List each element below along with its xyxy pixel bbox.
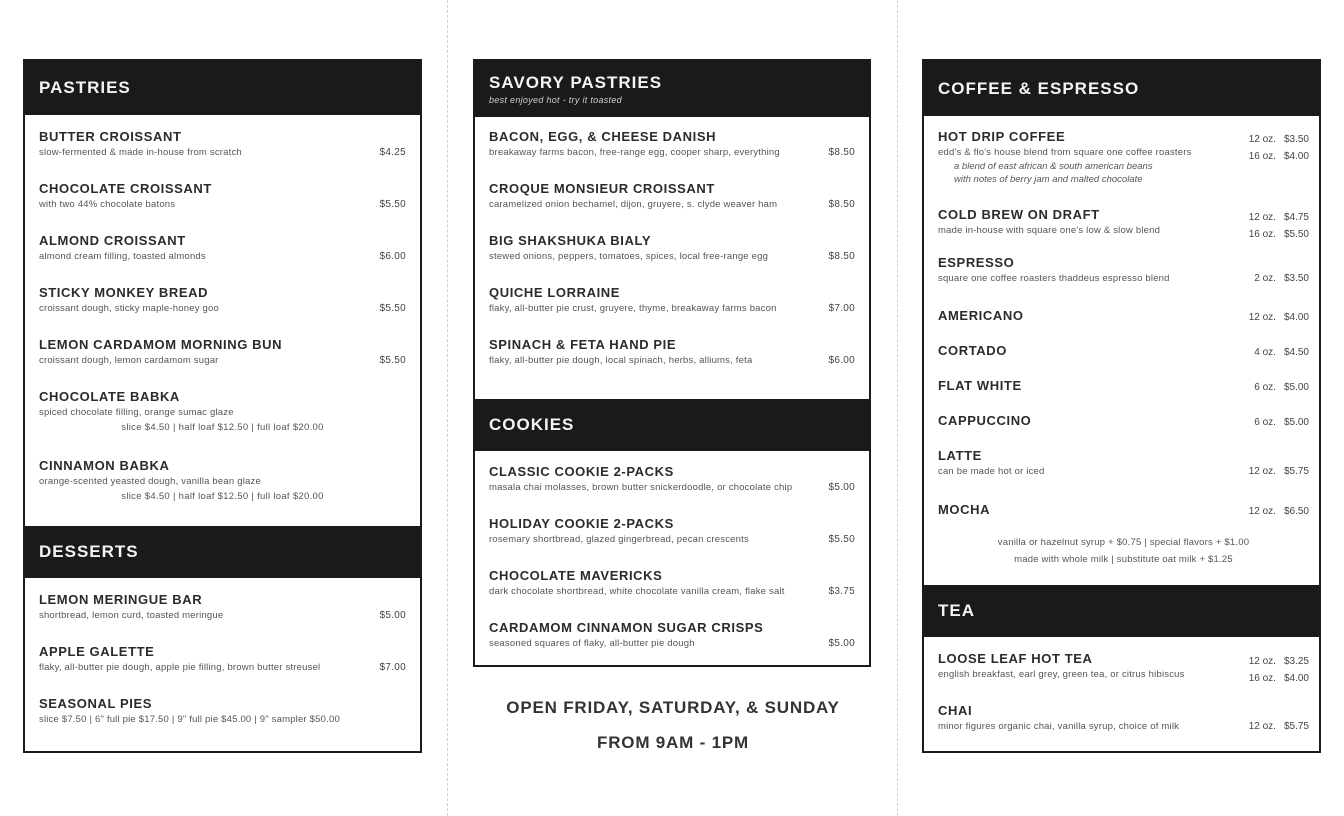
menu-item-babka xyxy=(39,458,406,526)
section-subtitle: best enjoyed hot - try it toasted xyxy=(489,95,622,105)
item-name: CARDAMOM CINNAMON SUGAR CRISPS xyxy=(489,620,764,635)
tea-header xyxy=(924,585,1319,637)
item-desc: stewed onions, peppers, tomatoes, spices, local free-range egg xyxy=(489,251,769,262)
menu-item xyxy=(938,207,1309,255)
item-desc: almond cream filling, toasted almonds xyxy=(39,251,206,262)
item-price: $4.00 xyxy=(1283,312,1309,323)
item-name: QUICHE LORRAINE xyxy=(489,285,621,300)
item-size: 12 oz. xyxy=(1248,134,1276,145)
item-desc: masala chai molasses, brown butter snickerdoodle, or chocolate chip xyxy=(489,482,793,493)
menu-item xyxy=(489,620,855,660)
item-size: 12 oz. xyxy=(1248,466,1276,477)
item-price: $5.00 xyxy=(379,610,406,621)
pastries-list xyxy=(25,115,420,526)
item-price: $5.50 xyxy=(379,199,406,210)
hours-line-1: OPEN FRIDAY, SATURDAY, & SUNDAY xyxy=(506,698,840,717)
item-name: BUTTER CROISSANT xyxy=(39,129,182,144)
item-desc: with two 44% chocolate batons xyxy=(39,199,176,210)
item-size: 6 oz. xyxy=(1254,382,1276,393)
desserts-list xyxy=(25,578,420,742)
item-size: 12 oz. xyxy=(1248,506,1276,517)
item-name: CHOCOLATE MAVERICKS xyxy=(489,568,663,583)
menu-item xyxy=(489,516,855,568)
menu-item xyxy=(938,448,1309,502)
menu-item xyxy=(489,129,855,181)
item-name: MOCHA xyxy=(938,502,991,517)
item-name: BACON, EGG, & CHEESE DANISH xyxy=(489,129,717,144)
item-desc: croissant dough, lemon cardamom sugar xyxy=(39,355,219,366)
menu-item xyxy=(39,592,406,644)
item-price: $5.00 xyxy=(828,638,855,649)
item-name: CORTADO xyxy=(938,343,1007,358)
item-price: $3.25 xyxy=(1283,656,1309,667)
item-note: with notes of berry jam and malted chocolate xyxy=(954,174,1143,185)
menu-item xyxy=(938,502,1309,534)
item-name: FLAT WHITE xyxy=(938,378,1022,393)
item-price: $5.50 xyxy=(379,303,406,314)
item-size: 12 oz. xyxy=(1248,721,1276,732)
section-title: COOKIES xyxy=(489,415,575,434)
item-name: ALMOND CROISSANT xyxy=(39,233,186,248)
item-desc: rosemary shortbread, glazed gingerbread, pecan crescents xyxy=(489,534,749,545)
item-name: HOLIDAY COOKIE 2-PACKS xyxy=(489,516,674,531)
item-size: 16 oz. xyxy=(1248,673,1276,684)
item-name: CHOCOLATE BABKA xyxy=(39,389,180,404)
item-name: APPLE GALETTE xyxy=(39,644,155,659)
menu-item xyxy=(489,181,855,233)
menu-item xyxy=(39,337,406,389)
item-name: LEMON MERINGUE BAR xyxy=(39,592,203,607)
item-desc: slow-fermented & made in-house from scratch xyxy=(39,147,242,158)
item-name: BIG SHAKSHUKA BIALY xyxy=(489,233,652,248)
item-desc: caramelized onion bechamel, dijon, gruyere, s. clyde weaver ham xyxy=(489,199,778,210)
item-desc: croissant dough, sticky maple-honey goo xyxy=(39,303,219,314)
savory-list xyxy=(475,117,869,389)
menu-item xyxy=(938,378,1309,413)
item-name: LEMON CARDAMOM MORNING BUN xyxy=(39,337,283,352)
item-price: $4.00 xyxy=(1283,151,1309,162)
item-price: $5.50 xyxy=(1283,229,1309,240)
item-size: 16 oz. xyxy=(1248,229,1276,240)
section-title: COFFEE & ESPRESSO xyxy=(938,78,1140,98)
item-desc: dark chocolate shortbread, white chocolate vanilla cream, flake salt xyxy=(489,586,785,597)
menu-item xyxy=(938,703,1309,743)
item-name: CINNAMON BABKA xyxy=(39,458,170,473)
item-size: 4 oz. xyxy=(1254,347,1276,358)
menu-item xyxy=(39,129,406,181)
item-name: ESPRESSO xyxy=(938,255,1015,270)
item-note: a blend of east african & south american beans xyxy=(954,161,1153,172)
menu-item xyxy=(39,285,406,337)
item-desc: breakaway farms bacon, free-range egg, cooper sharp, everything xyxy=(489,147,780,158)
menu-item xyxy=(938,129,1309,207)
menu-item xyxy=(39,233,406,285)
item-price: $6.50 xyxy=(1283,506,1309,517)
item-price: $5.75 xyxy=(1283,466,1309,477)
item-price: $7.00 xyxy=(828,303,855,314)
item-size: 12 oz. xyxy=(1248,212,1276,223)
item-name: LATTE xyxy=(938,448,982,463)
item-price: $5.00 xyxy=(1283,382,1309,393)
section-title: TEA xyxy=(938,601,975,620)
section-title: PASTRIES xyxy=(39,78,131,97)
item-name: STICKY MONKEY BREAD xyxy=(39,285,209,300)
menu-item xyxy=(938,651,1309,703)
item-desc: shortbread, lemon curd, toasted meringue xyxy=(39,610,224,621)
savory-pastries-header xyxy=(475,61,869,117)
item-desc: edd's & flo's house blend from square one coffee roasters xyxy=(938,147,1192,158)
item-name: CHAI xyxy=(938,703,973,718)
item-price: $4.50 xyxy=(1283,347,1309,358)
item-name: SPINACH & FETA HAND PIE xyxy=(489,337,677,352)
item-name: HOT DRIP COFFEE xyxy=(938,129,1066,144)
item-price: $3.50 xyxy=(1283,273,1309,284)
item-desc: english breakfast, earl grey, green tea, or citrus hibiscus xyxy=(938,669,1185,680)
item-name: CAPPUCCINO xyxy=(938,413,1032,428)
item-name: CROQUE MONSIEUR CROISSANT xyxy=(489,181,715,196)
item-price: $5.00 xyxy=(828,482,855,493)
cookies-header xyxy=(475,399,869,451)
item-price: $3.50 xyxy=(1283,134,1309,145)
item-price: $6.00 xyxy=(828,355,855,366)
desserts-header xyxy=(25,526,420,578)
item-desc: flaky, all-butter pie dough, apple pie filling, brown butter streusel xyxy=(39,662,321,673)
menu-item-pies xyxy=(39,696,406,742)
item-size: 12 oz. xyxy=(1248,312,1276,323)
pastries-header xyxy=(25,61,420,115)
fold-line-right xyxy=(897,0,898,816)
coffee-list xyxy=(924,116,1319,568)
addons-line: vanilla or hazelnut syrup + $0.75 | special flavors + $1.00 xyxy=(997,537,1250,548)
item-desc: made in-house with square one's low & slow blend xyxy=(938,225,1161,236)
menu-item xyxy=(39,644,406,696)
item-price: $8.50 xyxy=(828,251,855,262)
item-desc: square one coffee roasters thaddeus espresso blend xyxy=(938,273,1170,284)
item-desc: seasoned squares of flaky, all-butter pie dough xyxy=(489,638,695,649)
item-price: $8.50 xyxy=(828,147,855,158)
item-size: 6 oz. xyxy=(1254,417,1276,428)
item-desc: can be made hot or iced xyxy=(938,466,1045,477)
menu-item xyxy=(938,308,1309,343)
cookies-list xyxy=(475,451,869,660)
item-name: COLD BREW ON DRAFT xyxy=(938,207,1100,222)
item-price: $4.25 xyxy=(379,147,406,158)
item-desc: spiced chocolate filling, orange sumac glaze xyxy=(39,407,234,418)
menu-panel-left xyxy=(23,59,422,753)
item-price-options: slice $7.50 | 6" full pie $17.50 | 9" full pie $45.00 | 9" sampler $50.00 xyxy=(39,714,340,725)
item-size: 2 oz. xyxy=(1254,273,1276,284)
menu-panel-right xyxy=(922,59,1321,753)
item-price-options: slice $4.50 | half loaf $12.50 | full loaf $20.00 xyxy=(121,422,324,433)
item-price: $5.75 xyxy=(1283,721,1309,732)
item-price: $5.50 xyxy=(828,534,855,545)
item-desc: minor figures organic chai, vanilla syrup, choice of milk xyxy=(938,721,1180,732)
item-name: CHOCOLATE CROISSANT xyxy=(39,181,212,196)
coffee-addons xyxy=(938,534,1309,568)
menu-item xyxy=(938,255,1309,308)
item-price: $6.00 xyxy=(379,251,406,262)
menu-item xyxy=(489,233,855,285)
menu-item xyxy=(39,181,406,233)
section-title: SAVORY PASTRIES xyxy=(489,73,663,92)
item-name: SEASONAL PIES xyxy=(39,696,153,711)
item-name: LOOSE LEAF HOT TEA xyxy=(938,651,1093,666)
menu-item xyxy=(489,285,855,337)
menu-item-babka xyxy=(39,389,406,458)
menu-item xyxy=(489,568,855,620)
item-price: $3.75 xyxy=(828,586,855,597)
item-desc: orange-scented yeasted dough, vanilla bean glaze xyxy=(39,476,261,487)
fold-line-left xyxy=(447,0,448,816)
item-price: $5.50 xyxy=(379,355,406,366)
coffee-header xyxy=(924,61,1319,116)
section-title: DESSERTS xyxy=(39,542,139,561)
tea-list xyxy=(924,651,1319,743)
menu-item xyxy=(938,343,1309,378)
menu-item xyxy=(489,464,855,516)
menu-item xyxy=(938,413,1309,448)
item-name: CLASSIC COOKIE 2-PACKS xyxy=(489,464,674,479)
item-size: 16 oz. xyxy=(1248,151,1276,162)
addons-line: made with whole milk | substitute oat milk + $1.25 xyxy=(1014,554,1233,565)
item-price: $4.00 xyxy=(1283,673,1309,684)
hours-line-2: FROM 9AM - 1PM xyxy=(597,733,749,752)
item-price: $7.00 xyxy=(379,662,406,673)
item-size: 12 oz. xyxy=(1248,656,1276,667)
item-price: $8.50 xyxy=(828,199,855,210)
item-price: $4.75 xyxy=(1283,212,1309,223)
item-desc: flaky, all-butter pie crust, gruyere, thyme, breakaway farms bacon xyxy=(489,303,777,314)
menu-panel-middle xyxy=(473,59,871,667)
item-price-options: slice $4.50 | half loaf $12.50 | full loaf $20.00 xyxy=(121,491,324,502)
item-price: $5.00 xyxy=(1283,417,1309,428)
item-desc: flaky, all-butter pie dough, local spinach, herbs, alliums, feta xyxy=(489,355,753,366)
menu-item xyxy=(489,337,855,389)
item-name: AMERICANO xyxy=(938,308,1024,323)
